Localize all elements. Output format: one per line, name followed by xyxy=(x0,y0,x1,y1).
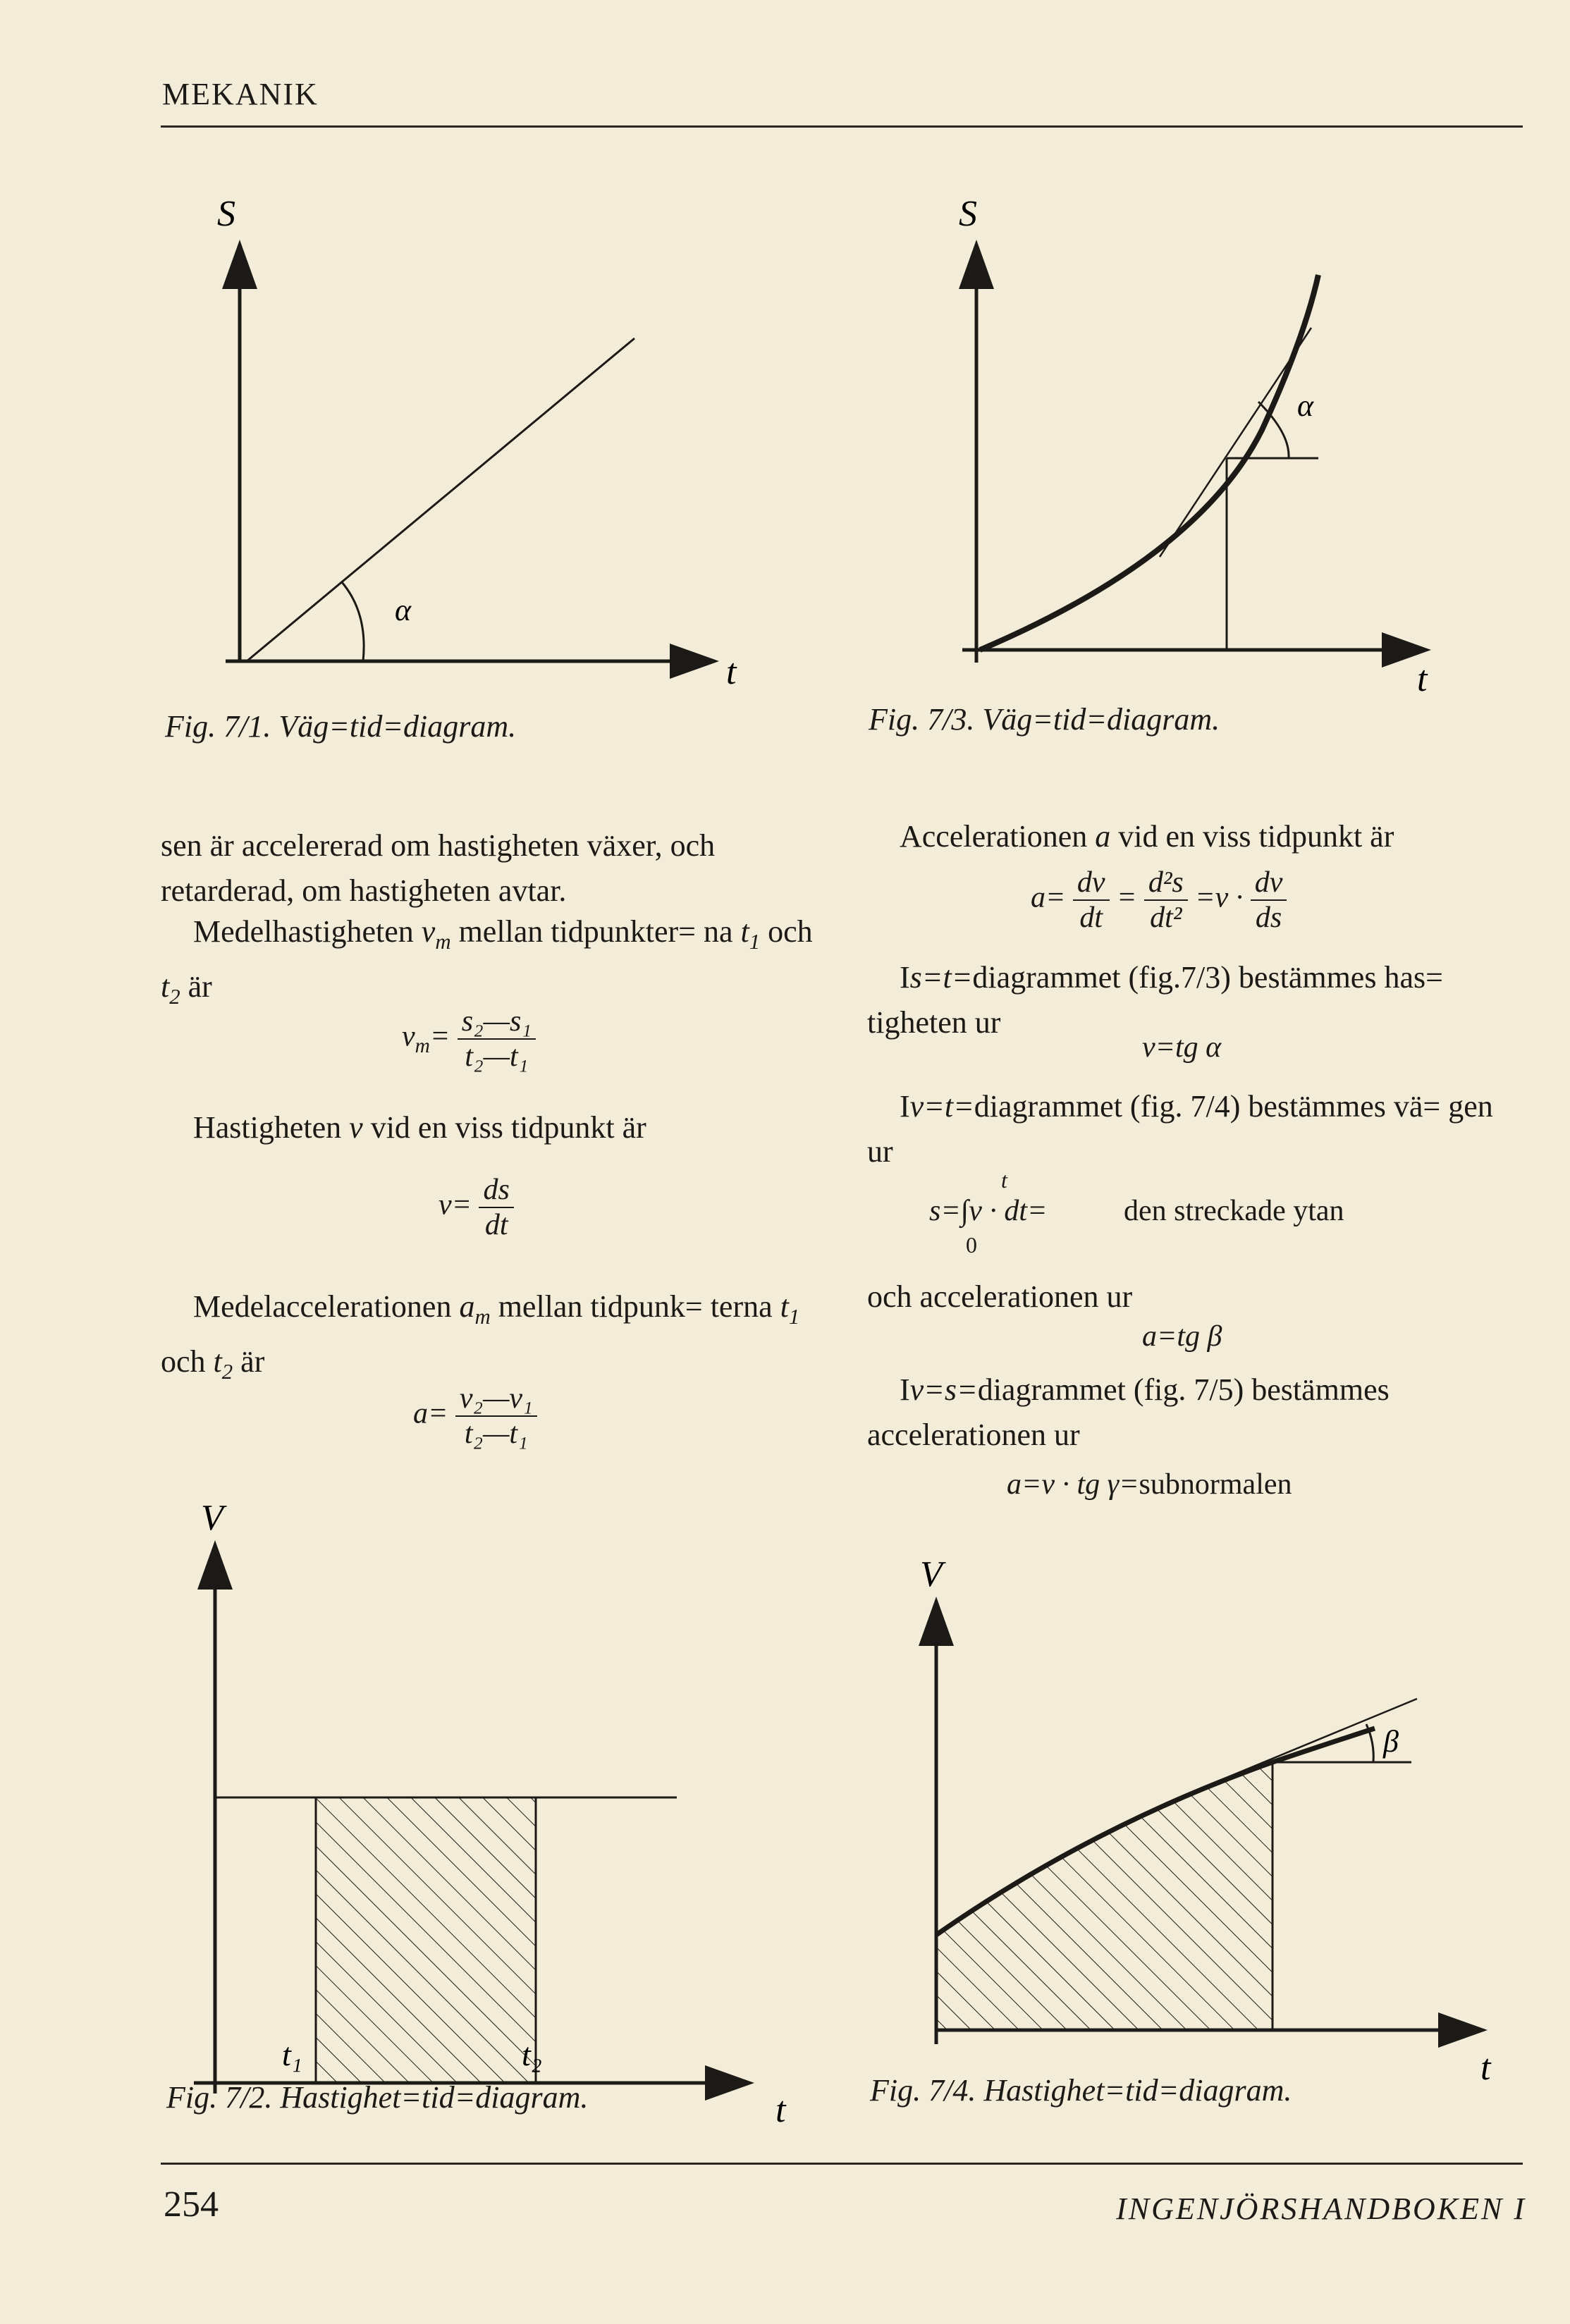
text: vid en viss tidpunkt är xyxy=(1118,819,1394,854)
figure-7-3 xyxy=(909,190,1459,698)
page-number: 254 xyxy=(164,2184,219,2225)
right-paragraph-4: och accelerationen ur xyxy=(867,1279,1133,1314)
right-paragraph-5 xyxy=(867,1367,1516,1458)
numerator: v₂—v₁ xyxy=(455,1382,537,1417)
var-t2 xyxy=(213,1344,233,1384)
angle-arc xyxy=(342,582,364,661)
figure-7-3-caption: Fig. 7/3. Väg=tid=diagram. xyxy=(869,702,1220,737)
sub: m xyxy=(415,1035,430,1058)
y-axis-label: V xyxy=(920,1554,943,1594)
text: diagrammet (fig.7/3) bestämmes has= tigheten ur xyxy=(867,960,1443,1040)
lower-limit: 0 xyxy=(966,1232,977,1258)
left-paragraph-2 xyxy=(161,909,816,1019)
angle-label: α xyxy=(1297,388,1314,423)
fraction xyxy=(458,1004,536,1074)
var-a: a xyxy=(1095,819,1111,854)
mid: =v · xyxy=(1195,881,1244,914)
denominator: t₂—t₁ xyxy=(465,1040,529,1073)
fraction-1 xyxy=(1073,866,1110,935)
var: a xyxy=(459,1289,475,1324)
text: och xyxy=(768,914,813,949)
lhs: v= xyxy=(439,1188,472,1222)
expression: a=v · tg γ= xyxy=(1007,1468,1139,1501)
lhs: v xyxy=(402,1020,415,1053)
formula-vm: $v_m=$ $\frac{\text{s₂—s₁}}{\text{t₂—t₁}}$ xyxy=(402,1004,536,1074)
x-axis-label: t xyxy=(726,652,737,692)
formula-v xyxy=(439,1173,514,1242)
var: v=s= xyxy=(909,1372,978,1407)
hatched-area xyxy=(936,1762,1272,2030)
book-title: INGENJÖRSHANDBOKEN I xyxy=(1116,2191,1526,2226)
text: Accelerationen xyxy=(900,819,1088,854)
text: mellan tidpunkter= xyxy=(458,914,696,949)
fraction xyxy=(479,1173,513,1242)
y-axis-label: V xyxy=(201,1498,223,1538)
sub: 1 xyxy=(788,1304,800,1329)
var-t1 xyxy=(740,914,761,954)
var: t xyxy=(161,969,170,1004)
figure-7-1 xyxy=(183,190,761,698)
var-t1 xyxy=(780,1289,800,1329)
denominator: ds xyxy=(1255,902,1282,934)
figure-7-1-drawing xyxy=(183,190,761,698)
text: I xyxy=(900,1372,910,1407)
var: t xyxy=(740,914,749,949)
formula-v-tg: v=tg α xyxy=(1142,1031,1222,1064)
formula-a xyxy=(1031,866,1287,935)
figure-7-4 xyxy=(881,1554,1530,2094)
var: s=t= xyxy=(909,960,973,995)
left-paragraph-1: sen är accelererad om hastigheten växer, och retarderad, om hastigheten avtar. xyxy=(161,828,716,908)
left-paragraph-3 xyxy=(193,1105,814,1150)
var: t xyxy=(780,1289,789,1324)
formula-integral xyxy=(929,1167,1437,1259)
text: vid en viss tidpunkt är xyxy=(370,1110,646,1145)
x-axis-label: t xyxy=(1417,659,1428,699)
var: v=t= xyxy=(909,1089,974,1124)
lhs: a= xyxy=(1031,881,1066,914)
text: är xyxy=(240,1344,265,1379)
figure-7-2-caption: Fig. 7/2. Hastighet=tid=diagram. xyxy=(166,2080,589,2115)
sub: m xyxy=(435,929,451,954)
lhs: a= xyxy=(413,1397,448,1430)
figure-7-1-caption: Fig. 7/1. Väg=tid=diagram. xyxy=(165,709,517,744)
denominator: dt xyxy=(484,1209,508,1241)
denominator: dt² xyxy=(1150,902,1182,934)
text: na xyxy=(703,914,733,949)
var-vm xyxy=(421,914,451,954)
x-axis-label: t xyxy=(775,2090,786,2130)
fraction-3 xyxy=(1251,866,1287,935)
right-paragraph-3 xyxy=(867,1084,1516,1174)
var-v: v xyxy=(349,1110,363,1145)
var: t xyxy=(213,1344,222,1379)
x-axis-label: t xyxy=(1480,2048,1491,2088)
sub: 1 xyxy=(749,929,761,954)
equals: = xyxy=(1117,881,1137,914)
formula-a-mean xyxy=(413,1382,537,1451)
numerator: dv xyxy=(1251,866,1287,901)
numerator: dv xyxy=(1073,866,1110,901)
var: v xyxy=(421,914,436,949)
var-t2 xyxy=(161,969,180,1009)
graph-line xyxy=(247,338,634,661)
left-paragraph-4 xyxy=(161,1284,816,1394)
angle-label: β xyxy=(1383,1724,1399,1759)
numerator: d²s xyxy=(1144,866,1188,901)
numerator: s₂—s₁ xyxy=(458,1004,536,1040)
text: diagrammet (fig. 7/4) bestämmes vä= gen ur xyxy=(867,1089,1493,1169)
formula-a-tg: a=tg β xyxy=(1142,1320,1222,1353)
header-rule xyxy=(161,125,1523,128)
sub: m xyxy=(474,1304,491,1329)
text: Hastigheten xyxy=(193,1110,342,1145)
y-axis-label: S xyxy=(959,194,977,234)
text: Medelaccelerationen xyxy=(193,1289,452,1324)
denominator: dt xyxy=(1079,902,1103,934)
footer-rule xyxy=(161,2163,1523,2165)
fraction xyxy=(455,1382,537,1451)
text: subnormalen xyxy=(1139,1468,1292,1501)
angle-label: α xyxy=(395,593,412,627)
fraction-2 xyxy=(1144,866,1188,935)
numerator: ds xyxy=(479,1173,513,1208)
sub: 2 xyxy=(221,1359,233,1384)
figure-7-4-caption: Fig. 7/4. Hastighet=tid=diagram. xyxy=(870,2073,1292,2108)
text: mellan tidpunk= xyxy=(498,1289,703,1324)
text: I xyxy=(900,1089,910,1124)
text: diagrammet (fig. 7/5) bestämmes accelerationen ur xyxy=(867,1372,1390,1452)
text: och xyxy=(161,1344,206,1379)
upper-limit: t xyxy=(1001,1167,1007,1193)
text: terna xyxy=(710,1289,773,1324)
t2-label: t₂ xyxy=(522,2036,542,2072)
var-am xyxy=(459,1289,491,1329)
figure-7-3-drawing xyxy=(909,190,1459,698)
right-paragraph-1 xyxy=(900,814,1534,859)
tangent-line xyxy=(1160,328,1311,557)
sub: 2 xyxy=(169,984,180,1009)
integral-text: den streckade ytan xyxy=(1124,1195,1344,1227)
denominator: t₂—t₁ xyxy=(464,1418,528,1450)
text: Medelhastigheten xyxy=(193,914,414,949)
formula-subnormal xyxy=(1007,1468,1292,1501)
curve xyxy=(980,275,1318,650)
integral-expression: s=∫v · dt= xyxy=(929,1195,1048,1227)
y-axis-label: S xyxy=(217,194,235,234)
hatched-area xyxy=(316,1797,536,2083)
figure-7-4-drawing xyxy=(881,1554,1530,2094)
running-header: MEKANIK xyxy=(162,77,319,111)
t1-label: t₁ xyxy=(282,2036,302,2072)
text: är xyxy=(188,969,212,1004)
text: I xyxy=(900,960,910,995)
